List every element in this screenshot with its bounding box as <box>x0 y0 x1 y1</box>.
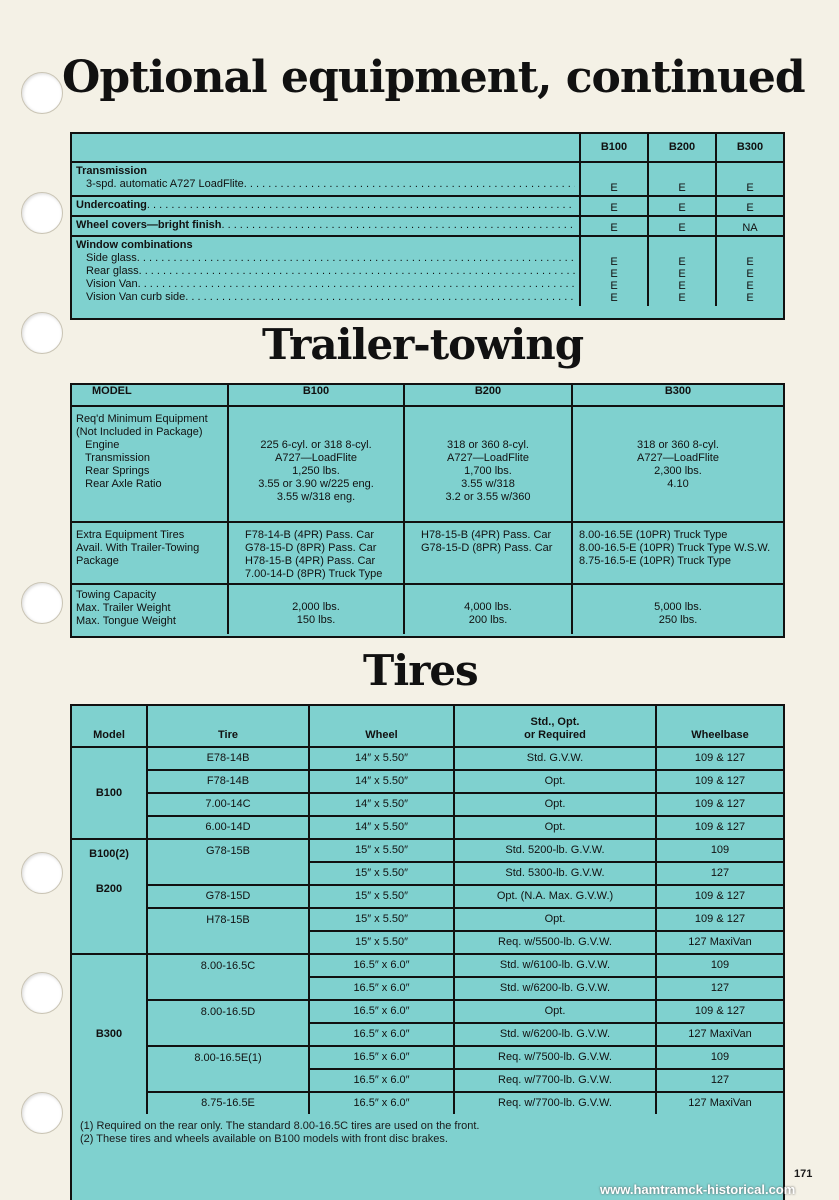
optional-equipment-table <box>70 132 785 320</box>
table-row: B300 8.00-16.5C 16.5″ x 6.0″ Std. w/6100-lb. G.V.W. 109 <box>72 954 783 977</box>
tires-table: Model Tire Wheel Std., Opt. or Required Wheelbase B100 E78-14B 14″ x 5.50″ Std. G.V.W. 109 & 127 F78-14B 14″ x 5.50″ Opt. 109 & 127 7.00-14C 14″ x 5.50″ Opt. 109 & 127 6.00-14D 14″ x 5.50″ Opt. 109 & 127 B100(2) B200 G78-15B 15″ x 5.50″ Std. 5200-lb. G.V.W. 109 15″ x 5.50″ Std. 5300-lb. G.V.W. 127 G78-15D 15″ x 5.50″ Opt. (N.A. Max. G.V.W.) 109 & 127 H78-15B 15″ x 5.50″ Opt. 109 & 127 15″ x 5.50″ Req. w/5500-lb. G.V.W. 127 MaxiVan B300 8.00-16.5C 16.5″ x 6.0″ Std. w/6100-lb. G.V.W. 109 16.5″ x 6.0″ Std. w/6200-lb. G.V.W. 127 8.00-16.5D 16.5″ x 6.0″ Opt. 109 & 127 16.5″ x 6.0″ Std. w/6200-lb. G.V.W. 127 MaxiVan 8.00-16.5E(1) 16.5″ x 6.0″ Req. w/7500-lb. G.V.W. 109 16.5″ x 6.0″ Req. w/7700-lb. G.V.W. 127 8.75-16.5E 16.5″ x 6.0″ Req. w/7700-lb. G.V.W. 127 MaxiVan (1) Required on the rear only. The standard 8.00-16.5C tires are used on the front. (2) These tires and wheels available on B100 models with front disc brakes. <box>70 704 785 1200</box>
footnote-1: (1) Required on the rear only. The standard 8.00-16.5C tires are used on the front. <box>80 1120 480 1132</box>
table-row: Transmission 3-spd. automatic A727 LoadFlite . . . E E E <box>72 162 783 196</box>
trailer-towing-title: Trailer-towing <box>262 320 584 369</box>
table-row: 8.00-16.5E(1) 16.5″ x 6.0″ Req. w/7500-lb. G.V.W. 109 <box>72 1046 783 1069</box>
table-row: 16.5″ x 6.0″ Req. w/7700-lb. G.V.W. 127 <box>72 1069 783 1092</box>
table-row: 6.00-14D 14″ x 5.50″ Opt. 109 & 127 <box>72 816 783 839</box>
footnote-2: (2) These tires and wheels available on B100 models with front disc brakes. <box>80 1133 448 1145</box>
table-row: Towing Capacity Max. Trailer Weight Max. Tongue Weight 2,000 lbs. 150 lbs. 4,000 lbs. 200 lbs. 5,000 lbs. 250 lbs. <box>72 584 783 634</box>
binder-hole <box>21 582 63 624</box>
undercoating-label: Undercoating <box>76 199 147 211</box>
table-row: 16.5″ x 6.0″ Std. w/6200-lb. G.V.W. 127 MaxiVan <box>72 1023 783 1046</box>
table-row: Req'd Minimum Equipment (Not Included in Package) Engine Transmission Rear Springs Rear Axle Ratio 225 6-cyl. or 318 8-cyl. A727—LoadFlite 1,250 lbs. 3.55 or 3.90 w/225 eng. 3.55 w/318 eng. 318 or 360 8-cyl. A727—LoadFlite 1,700 lbs. 3.55 w/318 3.2 or 3.55 w/360 318 or 360 8-cyl. A727—LoadFlite 2,300 lbs. 4.10 <box>72 406 783 522</box>
binder-hole <box>21 972 63 1014</box>
table-row: 8.75-16.5E 16.5″ x 6.0″ Req. w/7700-lb. G.V.W. 127 MaxiVan <box>72 1092 783 1114</box>
table-row: Undercoating . . . E E E <box>72 196 783 216</box>
table-row: G78-15D 15″ x 5.50″ Opt. (N.A. Max. G.V.W.) 109 & 127 <box>72 885 783 908</box>
wheel-covers-label: Wheel covers—bright finish <box>76 219 222 231</box>
table-row: 8.00-16.5D 16.5″ x 6.0″ Opt. 109 & 127 <box>72 1000 783 1023</box>
binder-hole <box>21 192 63 234</box>
binder-hole <box>21 72 63 114</box>
footnotes <box>72 1114 783 1146</box>
table-row: F78-14B 14″ x 5.50″ Opt. 109 & 127 <box>72 770 783 793</box>
optional-equipment-title: Optional equipment, continued <box>62 52 805 103</box>
table-row: H78-15B 15″ x 5.50″ Opt. 109 & 127 <box>72 908 783 931</box>
table-row: 7.00-14C 14″ x 5.50″ Opt. 109 & 127 <box>72 793 783 816</box>
binder-hole <box>21 312 63 354</box>
model-b100-2: B100(2) <box>89 848 129 860</box>
table-row: 16.5″ x 6.0″ Std. w/6200-lb. G.V.W. 127 <box>72 977 783 1000</box>
table-row: B100(2) B200 G78-15B 15″ x 5.50″ Std. 5200-lb. G.V.W. 109 <box>72 839 783 862</box>
model-b300: B300 <box>72 954 147 1114</box>
table-row: Window combinations Side glass . . . Rear glass . . . Vision Van . . . Vision Van curb side . . . E E E E E E E E E E E E <box>72 236 783 306</box>
table-row: B100 E78-14B 14″ x 5.50″ Std. G.V.W. 109 & 127 <box>72 747 783 770</box>
tires-title: Tires <box>363 646 478 695</box>
col-header-b300: B300 <box>716 134 783 162</box>
transmission-item: 3-spd. automatic A727 LoadFlite <box>86 178 244 190</box>
binder-hole <box>21 852 63 894</box>
binder-hole <box>21 1092 63 1134</box>
model-b100: B100 <box>72 747 147 839</box>
table-row: 15″ x 5.50″ Std. 5300-lb. G.V.W. 127 <box>72 862 783 885</box>
trailer-towing-table: MODEL B100 B200 B300 Req'd Minimum Equipment (Not Included in Package) Engine Transmission Rear Springs Rear Axle Ratio 225 6-cyl. or 318 8-cyl. A727—LoadFlite 1,250 lbs. 3.55 or 3.90 w/225 eng. 3.55 w/318 eng. 318 or 360 8-cyl. A727—LoadFlite 1,700 lbs. 3.55 w/318 3.2 or 3.55 w/360 318 or 360 8-cyl. A727—LoadFlite 2,300 lbs. 4.10 Extra Equipment Tires Avail. With Trailer-Towing Package F78-14-B (4PR) Pass. Car G78-15-D (8PR) Pass. Car H78-15-B (4PR) Pass. Car 7.00-14-D (8PR) Truck Type H78-15-B (4PR) Pass. Car G78-15-D (8PR) Pass. Car 8.00-16.5E (10PR) Truck Type 8.00-16.5-E (10PR) Truck Type W.S.W. 8.75-16.5-E (10PR) Truck Type Towing Capacity Max. Trailer Weight Max. Tongue Weight 2,000 lbs. 150 lbs. 4,000 lbs. 200 lbs. 5,000 lbs. 250 lbs. <box>70 383 785 638</box>
col-header-b200: B200 <box>648 134 716 162</box>
watermark: www.hamtramck-historical.com <box>600 1182 796 1197</box>
table-row: 15″ x 5.50″ Req. w/5500-lb. G.V.W. 127 MaxiVan <box>72 931 783 954</box>
page-number: 171 <box>794 1168 813 1180</box>
table-row: Wheel covers—bright finish . . . E E NA <box>72 216 783 236</box>
transmission-label: Transmission <box>76 165 147 177</box>
col-header-b100: B100 <box>580 134 648 162</box>
window-combinations-label: Window combinations <box>76 239 193 251</box>
table-row: Extra Equipment Tires Avail. With Trailer-Towing Package F78-14-B (4PR) Pass. Car G78-15-D (8PR) Pass. Car H78-15-B (4PR) Pass. Car 7.00-14-D (8PR) Truck Type H78-15-B (4PR) Pass. Car G78-15-D (8PR) Pass. Car 8.00-16.5E (10PR) Truck Type 8.00-16.5-E (10PR) Truck Type W.S.W. 8.75-16.5-E (10PR) Truck Type <box>72 522 783 584</box>
model-b200: B200 <box>95 883 123 895</box>
